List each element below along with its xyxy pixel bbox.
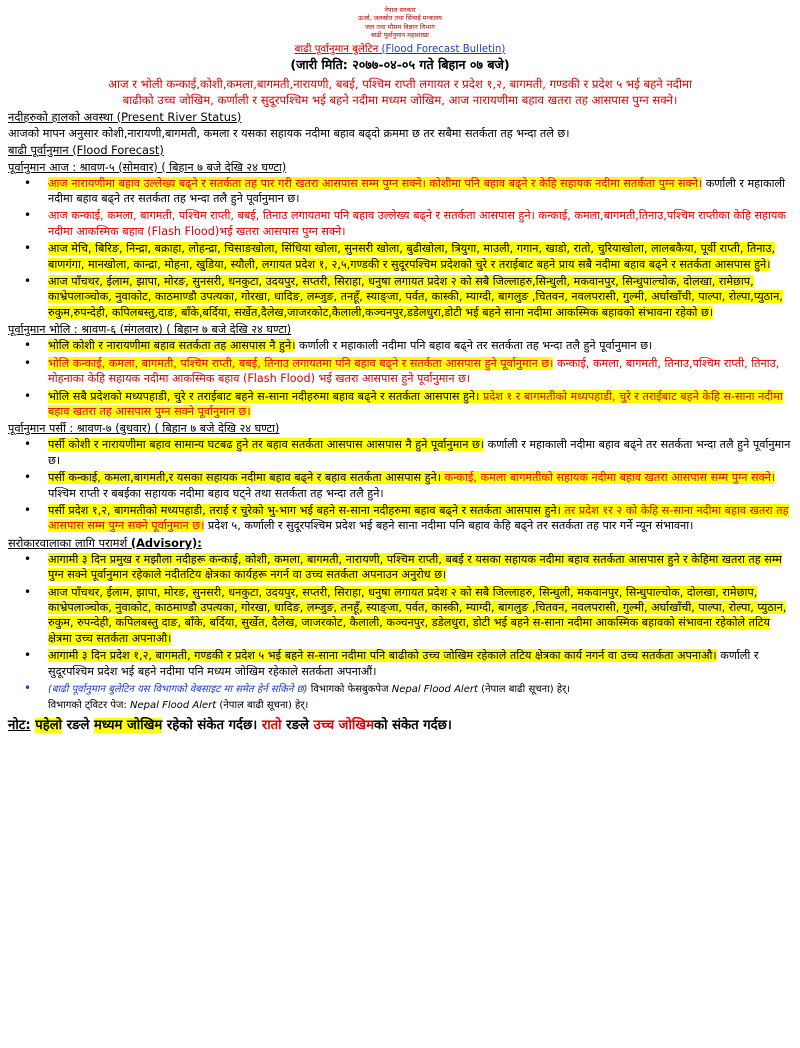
list-item <box>8 241 792 272</box>
bullet-icon: • <box>24 274 32 289</box>
bulletin-title <box>8 43 792 56</box>
color-legend-note <box>8 717 792 734</box>
highlight-text: पर्सी कन्काई, कमला,बागमती,र यसका सहायक नदीमा बहाव बढ्ने र बहाव सतर्कता आसपास हुने। <box>48 471 441 485</box>
forecast-today-list <box>8 176 792 321</box>
red-text: कन्काई, कमला,बागमती,तिनाउ,पश्चिम राप्तीका केहि सहायक नदीमा आकस्मिक बहाव (Flash Flood)भई खतरा आसपास पुग्न सक्ने। <box>48 209 786 238</box>
note-medium-risk: मध्यम जोखिम <box>94 717 163 733</box>
plain-text: (नेपाल बाढी सूचना) हेर्। <box>477 684 570 695</box>
list-item <box>8 437 792 468</box>
river-status-heading: नदीहरुको हालको अवस्था (Present River Status) <box>8 109 242 124</box>
bullet-icon: • <box>24 470 32 485</box>
highlight-text: भोलि सबै प्रदेशको मध्यपहाडी, चुरे र तराईबाट बहने स-साना नदीहरुमा बहाव बढ्ने र सतर्कता आसपास हुने। <box>48 389 480 403</box>
plain-text: कर्णाली र महाकाली नदीमा बहाव बढ्ने तर सतर्कता तह भन्दा तलै हुने पूर्वानुमान छ। <box>48 176 785 206</box>
plain-text: रङले <box>281 717 314 733</box>
list-item <box>8 274 792 320</box>
red-text: कन्काई, कमला, बागमती, तिनाउ,पश्चिम राप्ती, तिनाउ, मोहनाका केहि सहायक नदीमा आकस्मिक बहाव (Flash Flood) भई खतरा आसपास हुने पूर्वानुमान छ। <box>48 356 780 386</box>
forecast-tomorrow-heading: पूर्वानुमान भोलि : श्रावण-६ (मंगलवार) ( बिहान ७ बजे देखि २४ घण्टा) <box>8 323 292 337</box>
highlight-text: आज मेचि, बिरिङ, निन्द्रा, बक्राहा, लोहन्द्रा, चिसाङखोला, सिंधिया खोला, सुनसरी खोला, बुढीखोला, त्रियुगा, माउली, गगान, खाडो, रातो, चुरियाखोला, लालबकैया, पूर्वी राप्ती, तिनाउ, बाणगंगा, मानखोला, कान्द्रा, मोहना, खुडिया, स्यौली, लगायत प्रदेश १, २,५,गण्डकी र सुदूरपश्चिम प्रदेशको चुरे र तराईबाट बहने प्राय सबै नदीमा बहाव बढ्ने र सतर्कता आसपास हुने। <box>48 242 776 271</box>
list-item <box>8 389 792 420</box>
highlight-text: पर्सी कोशी र नारायणीमा बहाव सामान्य घटबढ हुने तर बहाव सतर्कता आसपास आसपास नै हुने पूर्वानुमान छ। <box>48 438 485 452</box>
list-item <box>8 681 792 714</box>
bullet-icon: • <box>24 175 32 190</box>
plain-text: पश्चिम राप्ती र बबईका सहायक नदीमा बहाव घट्ने तथा सतर्कता तह भन्दा तलै हुने। <box>48 486 384 500</box>
highlight-text: आज नारायणीमा बहाव उल्लेख्य बढ्ने र सतर्कता तह पार गरी खतरा आसपास सम्म पुग्न सक्ने। कोशीमा पनि बहाव बढ्ने र केहि सहायक नदीमा सतर्कता पुग्न सक्ने। <box>48 176 703 190</box>
highlight-text: आगामी ३ दिन प्रमुख र मझौला नदीहरू कन्काई, कोशी, कमला, बागमती, नारायणी, पश्चिम राप्ती, बबई र यसका सहायक नदीमा बहाव सतर्कता आसपास हुने र केहिमा खतरा तह सम्म पुग्न सक्ने पूर्वानुमान रहेकाले नदीतटिय क्षेत्रका कार्यहरू नगर्न वा उच्च सतर्कता अपनाउन अनुरोध छ। <box>48 552 782 582</box>
bullet-icon: • <box>24 648 32 663</box>
plain-text: कर्णाली र महाकाली नदीमा पनि बहाव बढ्ने तर सतर्कता तह भन्दा तलै हुने पूर्वानुमान छ। <box>295 339 653 353</box>
plain-text: (नेपाल बाढी सूचना) हेर्। <box>216 700 309 712</box>
department-line: जल तथा मौसम विज्ञान विभाग <box>365 22 435 31</box>
website-note: (बाढी पूर्वानुमान बुलेटिन यस विभागको वेबसाइट मा समेत हेर्न सकिने छ) <box>48 684 308 695</box>
advisory-heading <box>8 536 792 551</box>
bullet-icon: • <box>24 551 32 566</box>
bullet-icon: • <box>24 208 32 223</box>
list-item <box>8 585 792 647</box>
advisory-list <box>8 552 792 714</box>
list-item <box>8 648 792 679</box>
plain-text: रङले <box>62 717 95 733</box>
advisory-heading-en: (Advisory): <box>130 535 202 550</box>
note-red-word: रातो <box>261 717 282 733</box>
bulletin-page <box>8 0 792 734</box>
highlight-text: आज पाँचथर, ईलाम, झापा, मोरङ, सुनसरी, धनकुटा, उदयपुर, सप्तरी, सिराहा, धनुषा लगायत प्रदेश २ को सबै जिल्लाहरु, सिन्धुली, मकवानपुर, सिन्धुपाल्चोक, दोलखा, रामेछाप, काभ्रेपलाञ्चोक, नुवाकोट, काठमाण्डौ उपत्यका, गोरखा, धादिङ, लम्जुङ, तनहूँ, स्याङ्जा, पर्वत, कास्की, म्याग्दी, बागलुङ ,चितवन, नवलपरासी, गुल्मी, अर्घाखाँची, पाल्पा, रोल्पा, प्युठान, रुकुम, रुपन्देही, कपिलबस्तु दाङ, बाँके, बर्दिया, सुर्खेत, दैलेख, जाजरकोट, कैलाली, कञ्चनपुर, डडेलधुरा, डोटी भई बहने स-साना नदीमा आकस्मिक बहावको संभावना रहेकोले तटिय क्षेत्रमा उच्च सतर्कता अपनाऔ। <box>48 585 787 645</box>
plain-text: को संकेत गर्दछ। <box>373 717 452 733</box>
note-high-risk: उच्च जोखिम <box>313 717 374 733</box>
list-item <box>8 356 792 387</box>
highlight-text: भोलि कन्काई, कमला, बागमती, पश्चिम राप्ती, बबई, तिनाउ लगायतमा पनि बहाव बढ्ने र सतर्कता आसपास हुने पूर्वानुमान छ। <box>48 356 554 370</box>
bullet-icon: • <box>24 241 32 256</box>
plain-text: प्रदेश ५, कर्णाली र सुदूरपश्चिम प्रदेश भई बहने साना नदीमा पनि बहाव केहि बढ्ने तर सतर्कता तह पार गर्ने न्यून संभावना। <box>204 519 694 533</box>
plain-text: कर्णाली र महाकाली नदीमा बहाव बढ्ने तर सतर्कता भन्दा तलै हुने पूर्वानुमान छ। <box>48 438 791 467</box>
plain-text: विभागको ट्विटर पेज: <box>48 700 130 712</box>
bulletin-title-en: (Flood Forecast Bulletin) <box>381 43 506 55</box>
flood-forecast-heading: बाढी पूर्वानुमान (Flood Forecast) <box>8 142 164 157</box>
forecast-dayafter-heading: पूर्वानुमान पर्सी : श्रावण-७ (बुधवार) ( बिहान ७ बजे देखि २४ घण्टा) <box>8 422 280 436</box>
note-label: नोट: <box>8 717 31 733</box>
bullet-icon: • <box>24 437 32 452</box>
headline-summary <box>8 76 792 108</box>
forecast-today-heading: पूर्वानुमान आज : श्रावण-५ (सोमवार) ( बिहान ७ बजे देखि २४ घण्टा) <box>8 160 287 174</box>
bulletin-title-np: बाढी पूर्वानुमान बुलेटिन <box>294 43 379 55</box>
list-item <box>8 208 792 239</box>
issued-date: (जारी मिति: २०७७-०४-०५ गते बिहान ०७ बजे) <box>290 56 510 72</box>
plain-text: विभागको फेसबुकपेज <box>307 684 392 695</box>
red-highlight-text: तर प्रदेश १र २ को केहि स-साना नदीमा बहाव खतरा तह आसपास सम्म पुग्न सक्ने पूर्वानुमान छ। <box>48 503 789 533</box>
headline-line-2: बाढीको उच्च जोखिम, कर्णाली र सुदूरपश्चिम भई बहने नदीमा मध्यम जोखिम, आज नारायणीमा बहाव खतरा तह आसपास पुग्न सक्ने। <box>122 92 678 107</box>
highlight-text: आगामी ३ दिन प्रदेश १,२, बागमती, गण्डकी र प्रदेश ५ भई बहने स-साना नदीमा पनि बाढीको उच्च जोखिम रहेकाले तटिय क्षेत्रका कार्य नगर्न वा उच्च सतर्कता अपनाऔ। <box>48 649 717 663</box>
bullet-icon: • <box>24 388 32 403</box>
list-item <box>8 338 792 353</box>
list-item <box>8 470 792 501</box>
red-text: आज कन्काई, कमला, बागमती, पश्चिम राप्ती, बबई, तिनाउ लगायतमा पनि बहाव उल्लेख्य बढ्ने र सतर्कता आसपास हुने। <box>48 209 535 223</box>
bullet-icon: • <box>24 681 32 695</box>
bullet-icon: • <box>24 584 32 599</box>
list-item <box>8 176 792 207</box>
facebook-page-link[interactable]: Nepal Flood Alert <box>391 684 478 695</box>
plain-text: कर्णाली र सुदूरपश्चिम प्रदेश भई बहने नदीमा पनि मध्यम जोखिम रहेकाले सतर्कता अपनाऔं। <box>48 649 759 678</box>
highlight-text: भोलि कोशी र नारायणीमा बहाव सतर्कता तह आसपास नै हुने। <box>48 339 296 353</box>
bullet-icon: • <box>24 502 32 517</box>
ministry-line: ऊर्जा, जलस्रोत तथा सिंचाई मन्त्रालय <box>358 14 442 23</box>
list-item <box>8 503 792 534</box>
govt-line: नेपाल सरकार <box>384 6 416 14</box>
advisory-heading-np: सरोकारवालाका लागि परामर्श <box>8 535 128 550</box>
plain-text: रहेको संकेत गर्दछ। <box>162 717 258 733</box>
division-line: बाढी पूर्वानुमान महाशाखा <box>371 31 429 40</box>
forecast-dayafter-list <box>8 437 792 533</box>
red-highlight-text: कन्काई, कमला बागमतीको सहायक नदीमा बहाव खतरा आसपास सम्म पुग्न सक्ने। <box>440 471 776 485</box>
forecast-tomorrow-list <box>8 338 792 419</box>
red-highlight-text: प्रदेश १ र बागमतीको मध्यपहाडी, चुरे र तराईबाट बहने केहि स-साना नदीमा बहाव खतरा तह आसपास पुग्न सक्ने पूर्वानुमान छ। <box>48 389 783 418</box>
highlight-text: पर्सी प्रदेश १,२, बागमतीको मध्यपहाडी, तराई र चुरेको भु-भाग भई बहने स-साना नदीहरुमा बहाव बढ्ने र सतर्कता आसपास हुने। <box>48 503 561 517</box>
headline-line-1: आज र भोली कन्काई,कोशी,कमला,बागमती,नारायणी, बबई, पश्चिम राप्ती लगायत र प्रदेश १,२, बागमती, गण्डकी र प्रदेश ५ भई बहने नदीमा <box>108 76 692 91</box>
list-item <box>8 552 792 583</box>
note-yellow-word: पहेलो <box>35 717 63 733</box>
bullet-icon: • <box>24 338 32 353</box>
river-status-text: आजको मापन अनुसार कोशी,नारायणी,बागमती, कमला र यसका सहायक नदीमा बहाव बढ्दो क्रममा छ तर सबैमा सतर्कता तह भन्दा तले छ। <box>8 126 570 140</box>
highlight-text: आज पाँचथर, ईलाम, झापा, मोरङ, सुनसरी, धनकुटा, उदयपुर, सप्तरी, सिराहा, धनुषा लगायत प्रदेश २ को सबै जिल्लाहरु,सिन्धुली, मकवानपुर, सिन्धुपाल्चोक, दोलखा, रामेछाप, काभ्रेपलाञ्चोक, नुवाकोट, काठमाण्डौ उपत्यका, गोरखा, धादिङ, लम्जुङ, तनहूँ, स्याङ्जा, पर्वत, कास्की, म्याग्दी, बागलुङ ,चितवन, नवलपरासी, गुल्मी, अर्घाखाँची, पाल्पा, रोल्पा,प्युठान, रुकुम,रुपन्देही, कपिलबस्तु,दाङ, बाँके,बर्दिया, सर्खेत,दैलेख,जाजरकोट,कैलाली,कञ्चनपुर,डडेलधुरा,डोटी भई बहने साना नदीमा आकस्मिक बहावको संभावना रहेको छ। <box>48 275 783 319</box>
bullet-icon: • <box>24 355 32 370</box>
twitter-page-link[interactable]: Nepal Flood Alert <box>130 700 217 712</box>
